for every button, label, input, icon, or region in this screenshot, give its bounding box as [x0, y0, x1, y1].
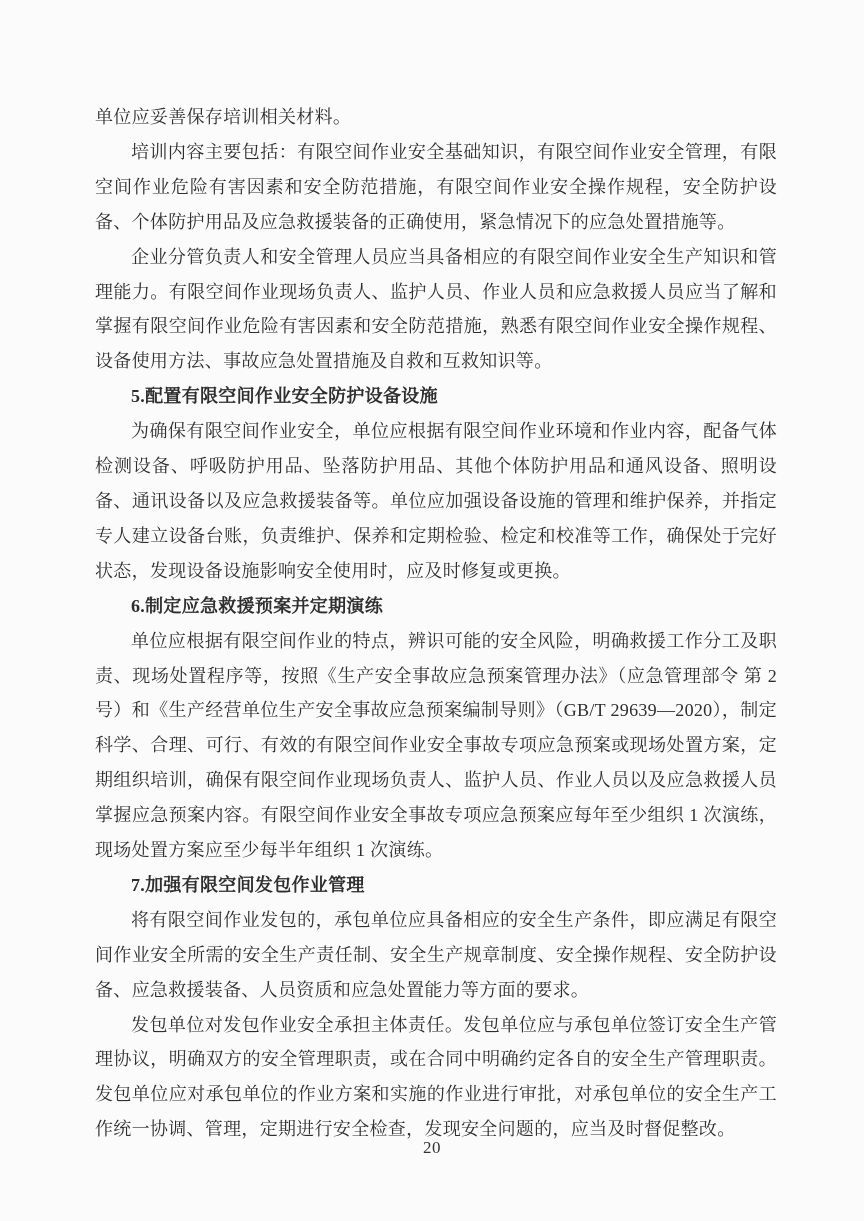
paragraph-contract-responsibility: 发包单位对发包作业安全承担主体责任。发包单位应与承包单位签订安全生产管理协议，明确双方的安全管理职责，或在合同中明确约定各自的安全生产管理职责。发包单位应对承包单位的作业方案和实施的作业进行审批，对承包单位的安全生产工作统一协调、管理，定期进行安全检查，发现安全问题的，应当及时督促整改。: [95, 1014, 777, 1140]
paragraph-personnel-knowledge: 企业分管负责人和安全管理人员应当具备相应的有限空间作业安全生产知识和管理能力。有限空间作业现场负责人、监护人员、作业人员和应急救援人员应当了解和掌握有限空间作业危险有害因素和安全防范措施，熟悉有限空间作业安全操作规程、设备使用方法、事故应急处置措施及自救和互救知识等。: [95, 246, 777, 372]
paragraph-training-content: 培训内容主要包括：有限空间作业安全基础知识，有限空间作业安全管理，有限空间作业危险有害因素和安全防范措施，有限空间作业安全操作规程，安全防护设备、个体防护用品及应急救援装备的正确使用，紧急情况下的应急处置措施等。: [95, 141, 777, 232]
section-heading-7: 7.加强有限空间发包作业管理: [131, 874, 365, 895]
paragraph-equipment-provision: 为确保有限空间作业安全，单位应根据有限空间作业环境和作业内容，配备气体检测设备、呼吸防护用品、坠落防护用品、其他个体防护用品和通风设备、照明设备、通讯设备以及应急救援装备等。单位应加强设备设施的管理和维护保养，并指定专人建立设备台账，负责维护、保养和定期检验、检定和校准等工作，确保处于完好状态，发现设备设施影响安全使用时，应及时修复或更换。: [95, 421, 777, 581]
paragraph-contractor-conditions: 将有限空间作业发包的，承包单位应具备相应的安全生产条件，即应满足有限空间作业安全所需的安全生产责任制、安全生产规章制度、安全操作规程、安全防护设备、应急救援装备、人员资质和应急处置能力等方面的要求。: [95, 909, 777, 1000]
document-body: [95, 100, 777, 1147]
paragraph-continuation: 单位应妥善保存培训相关材料。: [95, 107, 352, 127]
paragraph-emergency-plan: 单位应根据有限空间作业的特点，辨识可能的安全风险，明确救援工作分工及职责、现场处置程序等，按照《生产安全事故应急预案管理办法》（应急管理部令 第 2 号）和《生产经营单位生产安全事故应急预案编制导则》（GB/T 29639—2020），制定科学、合理、可行、有效的有限空间作业安全事故专项应急预案或现场处置方案，定期组织培训，确保有限空间作业现场负责人、监护人员、作业人员以及应急救援人员掌握应急预案内容。有限空间作业安全事故专项应急预案应每年至少组织 1 次演练，现场处置方案应至少每半年组织 1 次演练。: [95, 630, 777, 861]
page-number: 20: [423, 1138, 441, 1157]
section-heading-6: 6.制定应急救援预案并定期演练: [131, 595, 383, 616]
section-heading-5: 5.配置有限空间作业安全防护设备设施: [131, 386, 438, 407]
